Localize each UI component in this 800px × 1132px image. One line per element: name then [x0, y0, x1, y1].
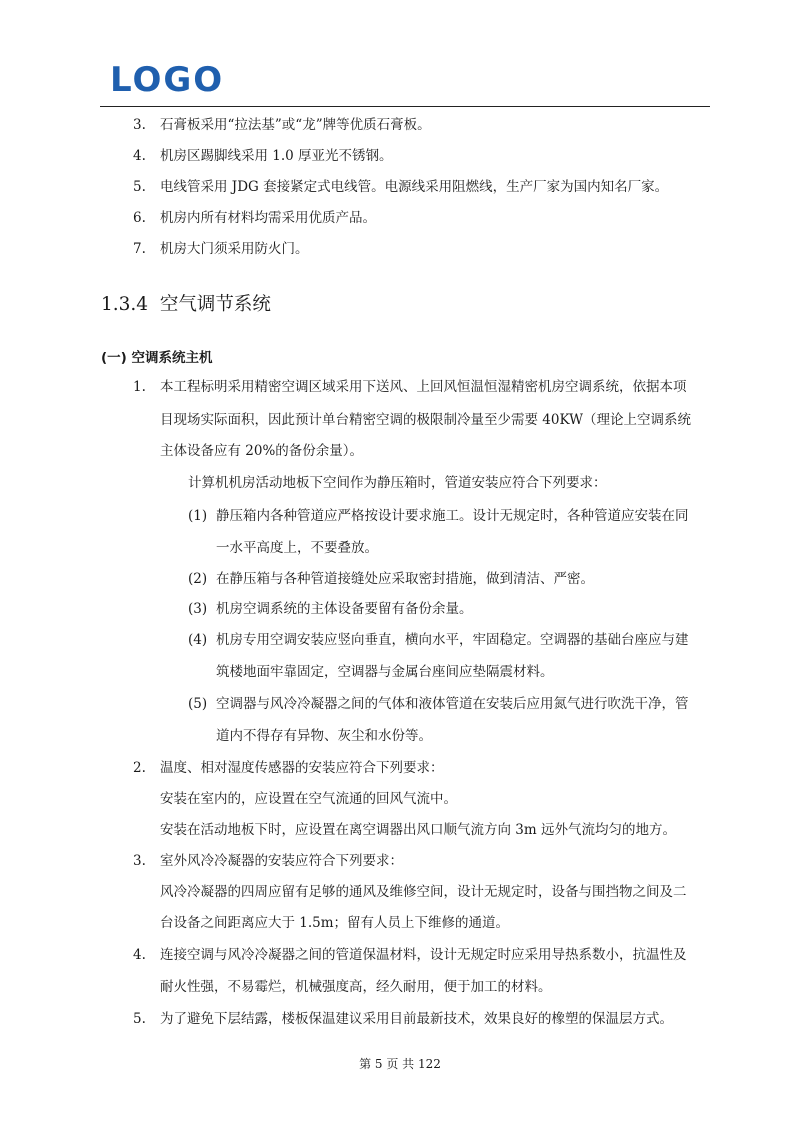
item-number: 5. [133, 1011, 146, 1027]
item-number: 1. [133, 379, 146, 395]
subitem-line: 在静压箱与各种管道接缝处应采取密封措施，做到清洁、严密。 [216, 571, 594, 587]
subitem-number: (4) [188, 632, 208, 648]
list-number: 5. [133, 179, 146, 195]
item-number: 4. [133, 947, 146, 963]
subitem-line: 筑楼地面牢靠固定，空调器与金属台座间应垫隔震材料。 [216, 664, 554, 680]
subitem-line: 一水平高度上，不要叠放。 [216, 540, 378, 556]
subitem-number: (1) [188, 508, 208, 524]
page-footer: 第 5 页 共 122 [359, 1057, 441, 1071]
subitem-number: (2) [188, 571, 208, 587]
paragraph-line: 目现场实际面积，因此预计单台精密空调的极限制冷量至少需要 40KW（理论上空调系统 [160, 412, 691, 428]
paragraph-line: 本工程标明采用精密空调区域采用下送风、上回风恒温恒湿精密机房空调系统，依据本项 [160, 379, 687, 395]
section-number: 1.3.4 [101, 294, 149, 315]
subitem-number: (5) [188, 696, 208, 712]
paragraph-line: 温度、相对湿度传感器的安装应符合下列要求： [160, 760, 444, 776]
subitem-line: 静压箱内各种管道应严格按设计要求施工。设计无规定时，各种管道应安装在同 [216, 508, 689, 524]
section-heading [101, 291, 271, 319]
list-item: 石膏板采用“拉法基”或“龙”牌等优质石膏板。 [160, 117, 431, 133]
paragraph-line: 室外风冷冷凝器的安装应符合下列要求： [160, 853, 403, 869]
item-number: 3. [133, 853, 146, 869]
subitem-line: 道内不得存有异物、灰尘和水份等。 [216, 728, 432, 744]
paragraph-line: 耐火性强，不易霉烂，机械强度高，经久耐用，便于加工的材料。 [160, 979, 552, 995]
list-item: 机房大门须采用防火门。 [160, 241, 309, 257]
list-number: 4. [133, 148, 146, 164]
paragraph-line: 安装在室内的，应设置在空气流通的回风气流中。 [160, 791, 457, 807]
paragraph-line: 风冷冷凝器的四周应留有足够的通风及维修空间，设计无规定时，设备与围挡物之间及二 [160, 884, 687, 900]
subitem-line: 机房空调系统的主体设备要留有备份余量。 [216, 601, 473, 617]
header-divider [100, 106, 710, 107]
list-number: 7. [133, 241, 146, 257]
list-number: 3. [133, 117, 146, 133]
section-title: 空气调节系统 [159, 294, 271, 315]
paragraph-line: 连接空调与风冷冷凝器之间的管道保温材料，设计无规定时应采用导热系数小，抗温性及 [160, 947, 687, 963]
list-item: 机房内所有材料均需采用优质产品。 [160, 210, 376, 226]
paragraph-intro: 计算机机房活动地板下空间作为静压箱时，管道安装应符合下列要求： [188, 475, 607, 491]
subsection-heading: (一) 空调系统主机 [101, 350, 213, 366]
subitem-number: (3) [188, 601, 208, 617]
subitem-line: 机房专用空调安装应竖向垂直，横向水平，牢固稳定。空调器的基础台座应与建 [216, 632, 689, 648]
paragraph-line: 台设备之间距离应大于 1.5m；留有人员上下维修的通道。 [160, 915, 510, 931]
list-item: 机房区踢脚线采用 1.0 厚亚光不锈钢。 [160, 148, 393, 164]
logo: LOGO [110, 60, 225, 100]
list-item: 电线管采用 JDG 套接紧定式电线管。电源线采用阻燃线，生产厂家为国内知名厂家。 [160, 179, 669, 195]
subitem-line: 空调器与风冷冷凝器之间的气体和液体管道在安装后应用氮气进行吹洗干净，管 [216, 696, 689, 712]
list-number: 6. [133, 210, 146, 226]
paragraph-line: 主体设备应有 20%的备份余量）。 [160, 443, 364, 459]
paragraph-line: 安装在活动地板下时，应设置在离空调器出风口顺气流方向 3m 远外气流均匀的地方。 [160, 822, 676, 838]
item-number: 2. [133, 760, 146, 776]
paragraph-line: 为了避免下层结露，楼板保温建议采用目前最新技术，效果良好的橡塑的保温层方式。 [160, 1011, 673, 1027]
